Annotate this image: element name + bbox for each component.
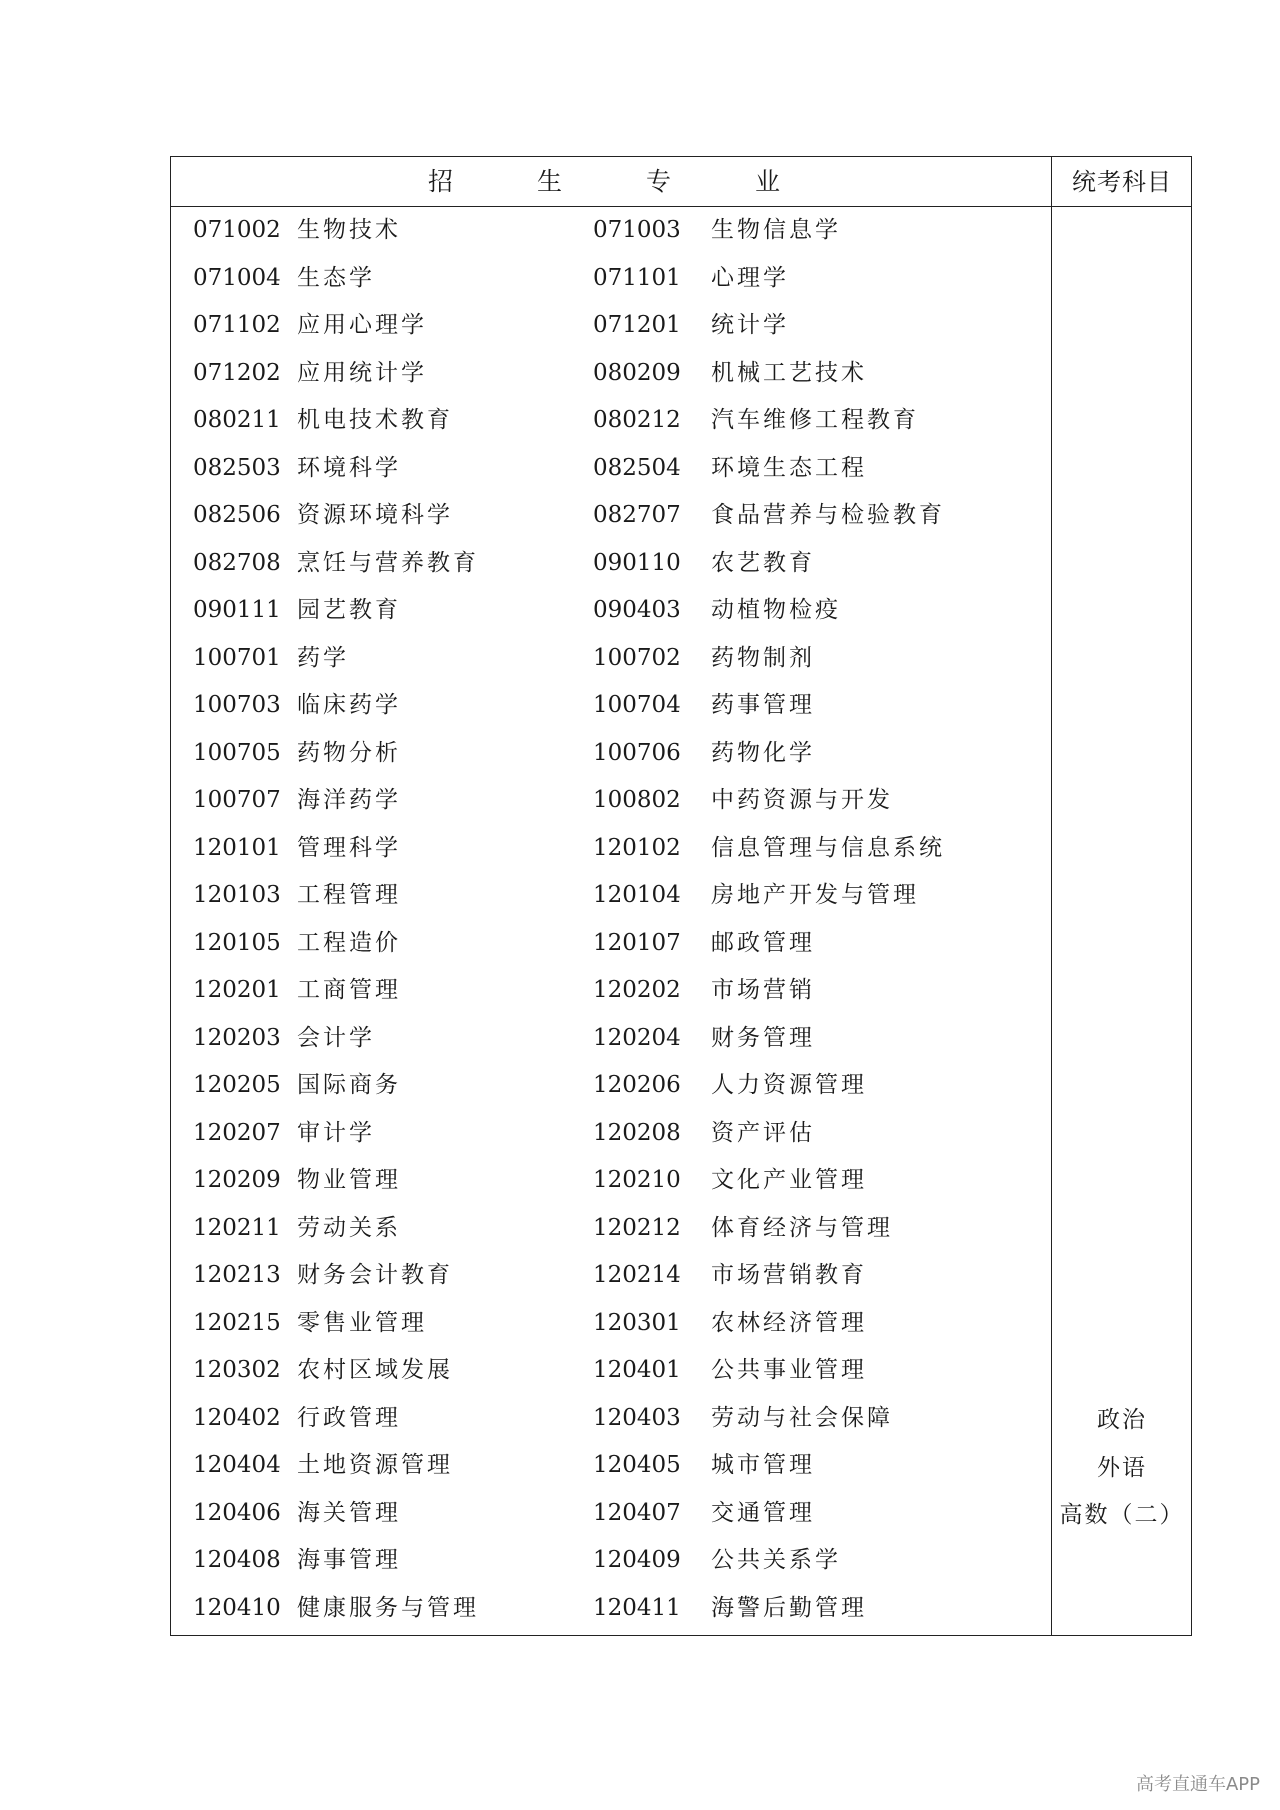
major-code: 120201 bbox=[193, 977, 281, 1003]
major-code: 090111 bbox=[193, 597, 281, 623]
major-code: 100704 bbox=[593, 692, 681, 718]
header-char: 业 bbox=[754, 167, 794, 196]
major-name: 海洋药学 bbox=[297, 787, 401, 813]
major-code: 120406 bbox=[193, 1499, 281, 1526]
major-code: 100707 bbox=[193, 787, 281, 813]
table-row bbox=[171, 350, 1051, 398]
major-name: 农林经济管理 bbox=[711, 1309, 867, 1336]
major-code: 120107 bbox=[593, 929, 681, 956]
table-row bbox=[171, 207, 1051, 255]
table-body bbox=[171, 207, 1051, 1632]
major-name: 体育经济与管理 bbox=[711, 1214, 893, 1241]
major-name: 人力资源管理 bbox=[711, 1072, 867, 1098]
header-char: 专 bbox=[645, 167, 685, 196]
major-code: 120402 bbox=[193, 1404, 281, 1431]
table-row bbox=[171, 492, 1051, 540]
major-code: 090110 bbox=[593, 549, 681, 576]
table-row bbox=[171, 682, 1051, 730]
major-name: 临床药学 bbox=[297, 692, 401, 718]
major-code: 071101 bbox=[593, 264, 681, 291]
major-code: 120405 bbox=[593, 1452, 681, 1478]
major-code: 082503 bbox=[193, 454, 281, 481]
exam-subjects bbox=[1053, 1397, 1191, 1540]
major-code: 120215 bbox=[193, 1309, 281, 1336]
table-row bbox=[171, 1062, 1051, 1110]
major-code: 120105 bbox=[193, 929, 281, 956]
major-name: 药物制剂 bbox=[711, 644, 815, 671]
major-name: 文化产业管理 bbox=[711, 1167, 867, 1193]
major-name: 邮政管理 bbox=[711, 929, 815, 956]
major-code: 082708 bbox=[193, 549, 281, 576]
major-code: 100706 bbox=[593, 739, 681, 766]
major-code: 120206 bbox=[593, 1072, 681, 1098]
major-code: 120104 bbox=[593, 882, 681, 908]
major-name: 药学 bbox=[297, 644, 349, 671]
major-name: 工程管理 bbox=[297, 882, 401, 908]
major-code: 120101 bbox=[193, 834, 281, 861]
major-code: 100701 bbox=[193, 644, 281, 671]
major-code: 120213 bbox=[193, 1262, 281, 1288]
major-name: 汽车维修工程教育 bbox=[711, 407, 919, 433]
major-code: 120408 bbox=[193, 1547, 281, 1573]
table-row bbox=[171, 255, 1051, 303]
major-code: 082504 bbox=[593, 454, 681, 481]
major-name: 公共关系学 bbox=[711, 1547, 841, 1573]
major-name: 药事管理 bbox=[711, 692, 815, 718]
major-name: 信息管理与信息系统 bbox=[711, 834, 945, 861]
watermark: 高考直通车APP bbox=[1135, 1774, 1260, 1795]
table-row bbox=[171, 1585, 1051, 1633]
major-code: 120212 bbox=[593, 1214, 681, 1241]
major-code: 082707 bbox=[593, 502, 681, 528]
major-code: 080209 bbox=[593, 359, 681, 386]
major-code: 071003 bbox=[593, 217, 681, 243]
major-name: 机械工艺技术 bbox=[711, 359, 867, 386]
major-name: 城市管理 bbox=[711, 1452, 815, 1478]
table-row bbox=[171, 1490, 1051, 1538]
major-code: 120214 bbox=[593, 1262, 681, 1288]
major-code: 090403 bbox=[593, 597, 681, 623]
major-name: 审计学 bbox=[297, 1119, 375, 1146]
major-name: 行政管理 bbox=[297, 1404, 401, 1431]
major-name: 土地资源管理 bbox=[297, 1452, 453, 1478]
major-name: 国际商务 bbox=[297, 1072, 401, 1098]
major-name: 动植物检疫 bbox=[711, 597, 841, 623]
major-name: 公共事业管理 bbox=[711, 1357, 867, 1383]
majors-table bbox=[170, 156, 1192, 1636]
major-code: 120407 bbox=[593, 1499, 681, 1526]
major-code: 100802 bbox=[593, 787, 681, 813]
table-row bbox=[171, 1442, 1051, 1490]
major-name: 农艺教育 bbox=[711, 549, 815, 576]
major-code: 080211 bbox=[193, 407, 281, 433]
major-code: 071102 bbox=[193, 312, 281, 338]
major-name: 中药资源与开发 bbox=[711, 787, 893, 813]
major-name: 财务管理 bbox=[711, 1024, 815, 1051]
major-code: 120103 bbox=[193, 882, 281, 908]
major-name: 资产评估 bbox=[711, 1119, 815, 1146]
table-row bbox=[171, 777, 1051, 825]
table-row bbox=[171, 1347, 1051, 1395]
major-code: 120302 bbox=[193, 1357, 281, 1383]
major-name: 工程造价 bbox=[297, 929, 401, 956]
table-row bbox=[171, 1537, 1051, 1585]
major-name: 烹饪与营养教育 bbox=[297, 549, 479, 576]
major-code: 071002 bbox=[193, 217, 281, 243]
major-code: 120301 bbox=[593, 1309, 681, 1336]
major-name: 劳动与社会保障 bbox=[711, 1404, 893, 1431]
major-code: 120208 bbox=[593, 1119, 681, 1146]
major-name: 房地产开发与管理 bbox=[711, 882, 919, 908]
major-name: 物业管理 bbox=[297, 1167, 401, 1193]
major-name: 食品营养与检验教育 bbox=[711, 502, 945, 528]
header-subjects: 统考科目 bbox=[1072, 168, 1172, 196]
major-code: 071201 bbox=[593, 312, 681, 338]
table-row bbox=[171, 730, 1051, 778]
major-code: 080212 bbox=[593, 407, 681, 433]
major-name: 资源环境科学 bbox=[297, 502, 453, 528]
header-majors bbox=[171, 157, 1051, 207]
table-row bbox=[171, 1110, 1051, 1158]
major-name: 机电技术教育 bbox=[297, 407, 453, 433]
major-name: 统计学 bbox=[711, 312, 789, 338]
major-code: 100702 bbox=[593, 644, 681, 671]
major-code: 100703 bbox=[193, 692, 281, 718]
major-code: 120403 bbox=[593, 1404, 681, 1431]
major-name: 交通管理 bbox=[711, 1499, 815, 1526]
table-header bbox=[171, 157, 1191, 207]
major-code: 071202 bbox=[193, 359, 281, 386]
major-name: 零售业管理 bbox=[297, 1309, 427, 1336]
major-name: 心理学 bbox=[711, 264, 789, 291]
table-row bbox=[171, 1205, 1051, 1253]
major-name: 市场营销教育 bbox=[711, 1262, 867, 1288]
header-char: 招 bbox=[428, 167, 468, 196]
major-name: 园艺教育 bbox=[297, 597, 401, 623]
table-row bbox=[171, 587, 1051, 635]
major-code: 120204 bbox=[593, 1024, 681, 1051]
major-name: 环境生态工程 bbox=[711, 454, 867, 481]
column-divider bbox=[1051, 157, 1052, 1635]
table-row bbox=[171, 1157, 1051, 1205]
major-name: 财务会计教育 bbox=[297, 1262, 453, 1288]
major-name: 应用统计学 bbox=[297, 359, 427, 386]
major-code: 120203 bbox=[193, 1024, 281, 1051]
major-code: 120207 bbox=[193, 1119, 281, 1146]
major-name: 海事管理 bbox=[297, 1547, 401, 1573]
major-name: 海警后勤管理 bbox=[711, 1594, 867, 1621]
major-name: 环境科学 bbox=[297, 454, 401, 481]
major-name: 市场营销 bbox=[711, 977, 815, 1003]
major-code: 120409 bbox=[593, 1547, 681, 1573]
major-code: 120211 bbox=[193, 1214, 281, 1241]
table-row bbox=[171, 872, 1051, 920]
table-row bbox=[171, 967, 1051, 1015]
major-code: 120410 bbox=[193, 1594, 281, 1621]
major-code: 082506 bbox=[193, 502, 281, 528]
major-code: 120209 bbox=[193, 1167, 281, 1193]
major-name: 管理科学 bbox=[297, 834, 401, 861]
major-name: 药物化学 bbox=[711, 739, 815, 766]
table-row bbox=[171, 445, 1051, 493]
table-row bbox=[171, 540, 1051, 588]
table-row bbox=[171, 825, 1051, 873]
major-name: 生物信息学 bbox=[711, 217, 841, 243]
major-name: 劳动关系 bbox=[297, 1214, 401, 1241]
major-code: 120411 bbox=[593, 1594, 681, 1621]
major-code: 120102 bbox=[593, 834, 681, 861]
major-name: 生态学 bbox=[297, 264, 375, 291]
major-code: 120404 bbox=[193, 1452, 281, 1478]
subject-item: 政治 bbox=[1097, 1407, 1147, 1433]
table-row bbox=[171, 1015, 1051, 1063]
major-code: 120202 bbox=[593, 977, 681, 1003]
major-code: 120210 bbox=[593, 1167, 681, 1193]
major-name: 会计学 bbox=[297, 1024, 375, 1051]
table-row bbox=[171, 302, 1051, 350]
table-row bbox=[171, 397, 1051, 445]
major-name: 健康服务与管理 bbox=[297, 1594, 479, 1621]
major-name: 工商管理 bbox=[297, 977, 401, 1003]
major-name: 农村区域发展 bbox=[297, 1357, 453, 1383]
table-row bbox=[171, 920, 1051, 968]
table-row bbox=[171, 635, 1051, 683]
major-code: 120205 bbox=[193, 1072, 281, 1098]
subject-item: 高数（二） bbox=[1059, 1502, 1185, 1528]
table-row bbox=[171, 1252, 1051, 1300]
major-name: 生物技术 bbox=[297, 217, 401, 243]
major-code: 071004 bbox=[193, 264, 281, 291]
major-name: 药物分析 bbox=[297, 739, 401, 766]
major-code: 120401 bbox=[593, 1357, 681, 1383]
table-row bbox=[171, 1395, 1051, 1443]
major-name: 应用心理学 bbox=[297, 312, 427, 338]
major-code: 100705 bbox=[193, 739, 281, 766]
table-row bbox=[171, 1300, 1051, 1348]
major-name: 海关管理 bbox=[297, 1499, 401, 1526]
subject-item: 外语 bbox=[1097, 1454, 1147, 1481]
header-char: 生 bbox=[537, 167, 577, 196]
